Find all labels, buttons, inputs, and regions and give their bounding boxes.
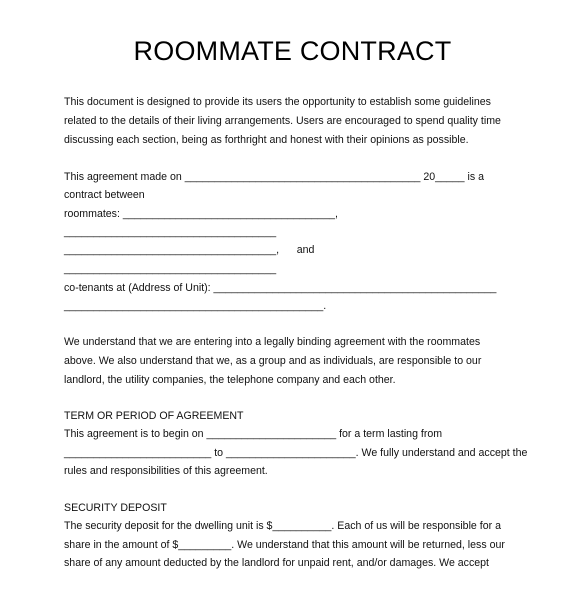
contract-between-line: contract between	[64, 189, 145, 201]
term-line-1: This agreement is to begin on ______________________ for a term lasting from	[64, 428, 443, 440]
deposit-heading: SECURITY DEPOSIT	[64, 502, 167, 514]
intro-line-2: related to the details of their living arrangements. Users are encouraged to spend quality time	[64, 115, 501, 127]
term-heading: TERM OR PERIOD OF AGREEMENT	[64, 410, 244, 422]
deposit-line-2: share in the amount of $_________. We understand that this amount will be returned, less our	[64, 539, 505, 551]
roommates-line-1: roommates: ____________________________________,	[64, 208, 338, 220]
roommates-line-3: ____________________________________, and	[64, 244, 315, 256]
intro-line-1: This document is designed to provide its users the opportunity to establish some guidelines	[64, 96, 491, 108]
understanding-line-1: We understand that we are entering into a legally binding agreement with the roommates	[64, 336, 481, 348]
term-line-2: _________________________ to ______________________. We fully understand and accept the	[64, 447, 528, 459]
understanding-line-2: above. We also understand that we, as a group and as individuals, are responsible to our	[64, 355, 482, 367]
address-line-2: ____________________________________________.	[64, 300, 327, 312]
roommates-line-4: ____________________________________	[64, 263, 277, 275]
deposit-line-3: share of any amount deducted by the landlord for unpaid rent, and/or damages. We accept	[64, 557, 490, 569]
address-line-1: co-tenants at (Address of Unit): ________________________________________________	[64, 282, 497, 294]
intro-line-3: discussing each section, being as forthright and honest with their opinions as possible.	[64, 134, 469, 146]
deposit-line-1: The security deposit for the dwelling unit is $__________. Each of us will be responsible for a	[64, 520, 501, 532]
roommates-line-2: ____________________________________	[64, 226, 277, 238]
page-title: ROOMMATE CONTRACT	[133, 36, 452, 66]
agreement-date-line: This agreement made on ________________________________________ 20_____ is a	[64, 171, 484, 183]
term-line-3: rules and responsibilities of this agreement.	[64, 465, 268, 477]
understanding-line-3: landlord, the utility companies, the telephone company and each other.	[64, 374, 396, 386]
